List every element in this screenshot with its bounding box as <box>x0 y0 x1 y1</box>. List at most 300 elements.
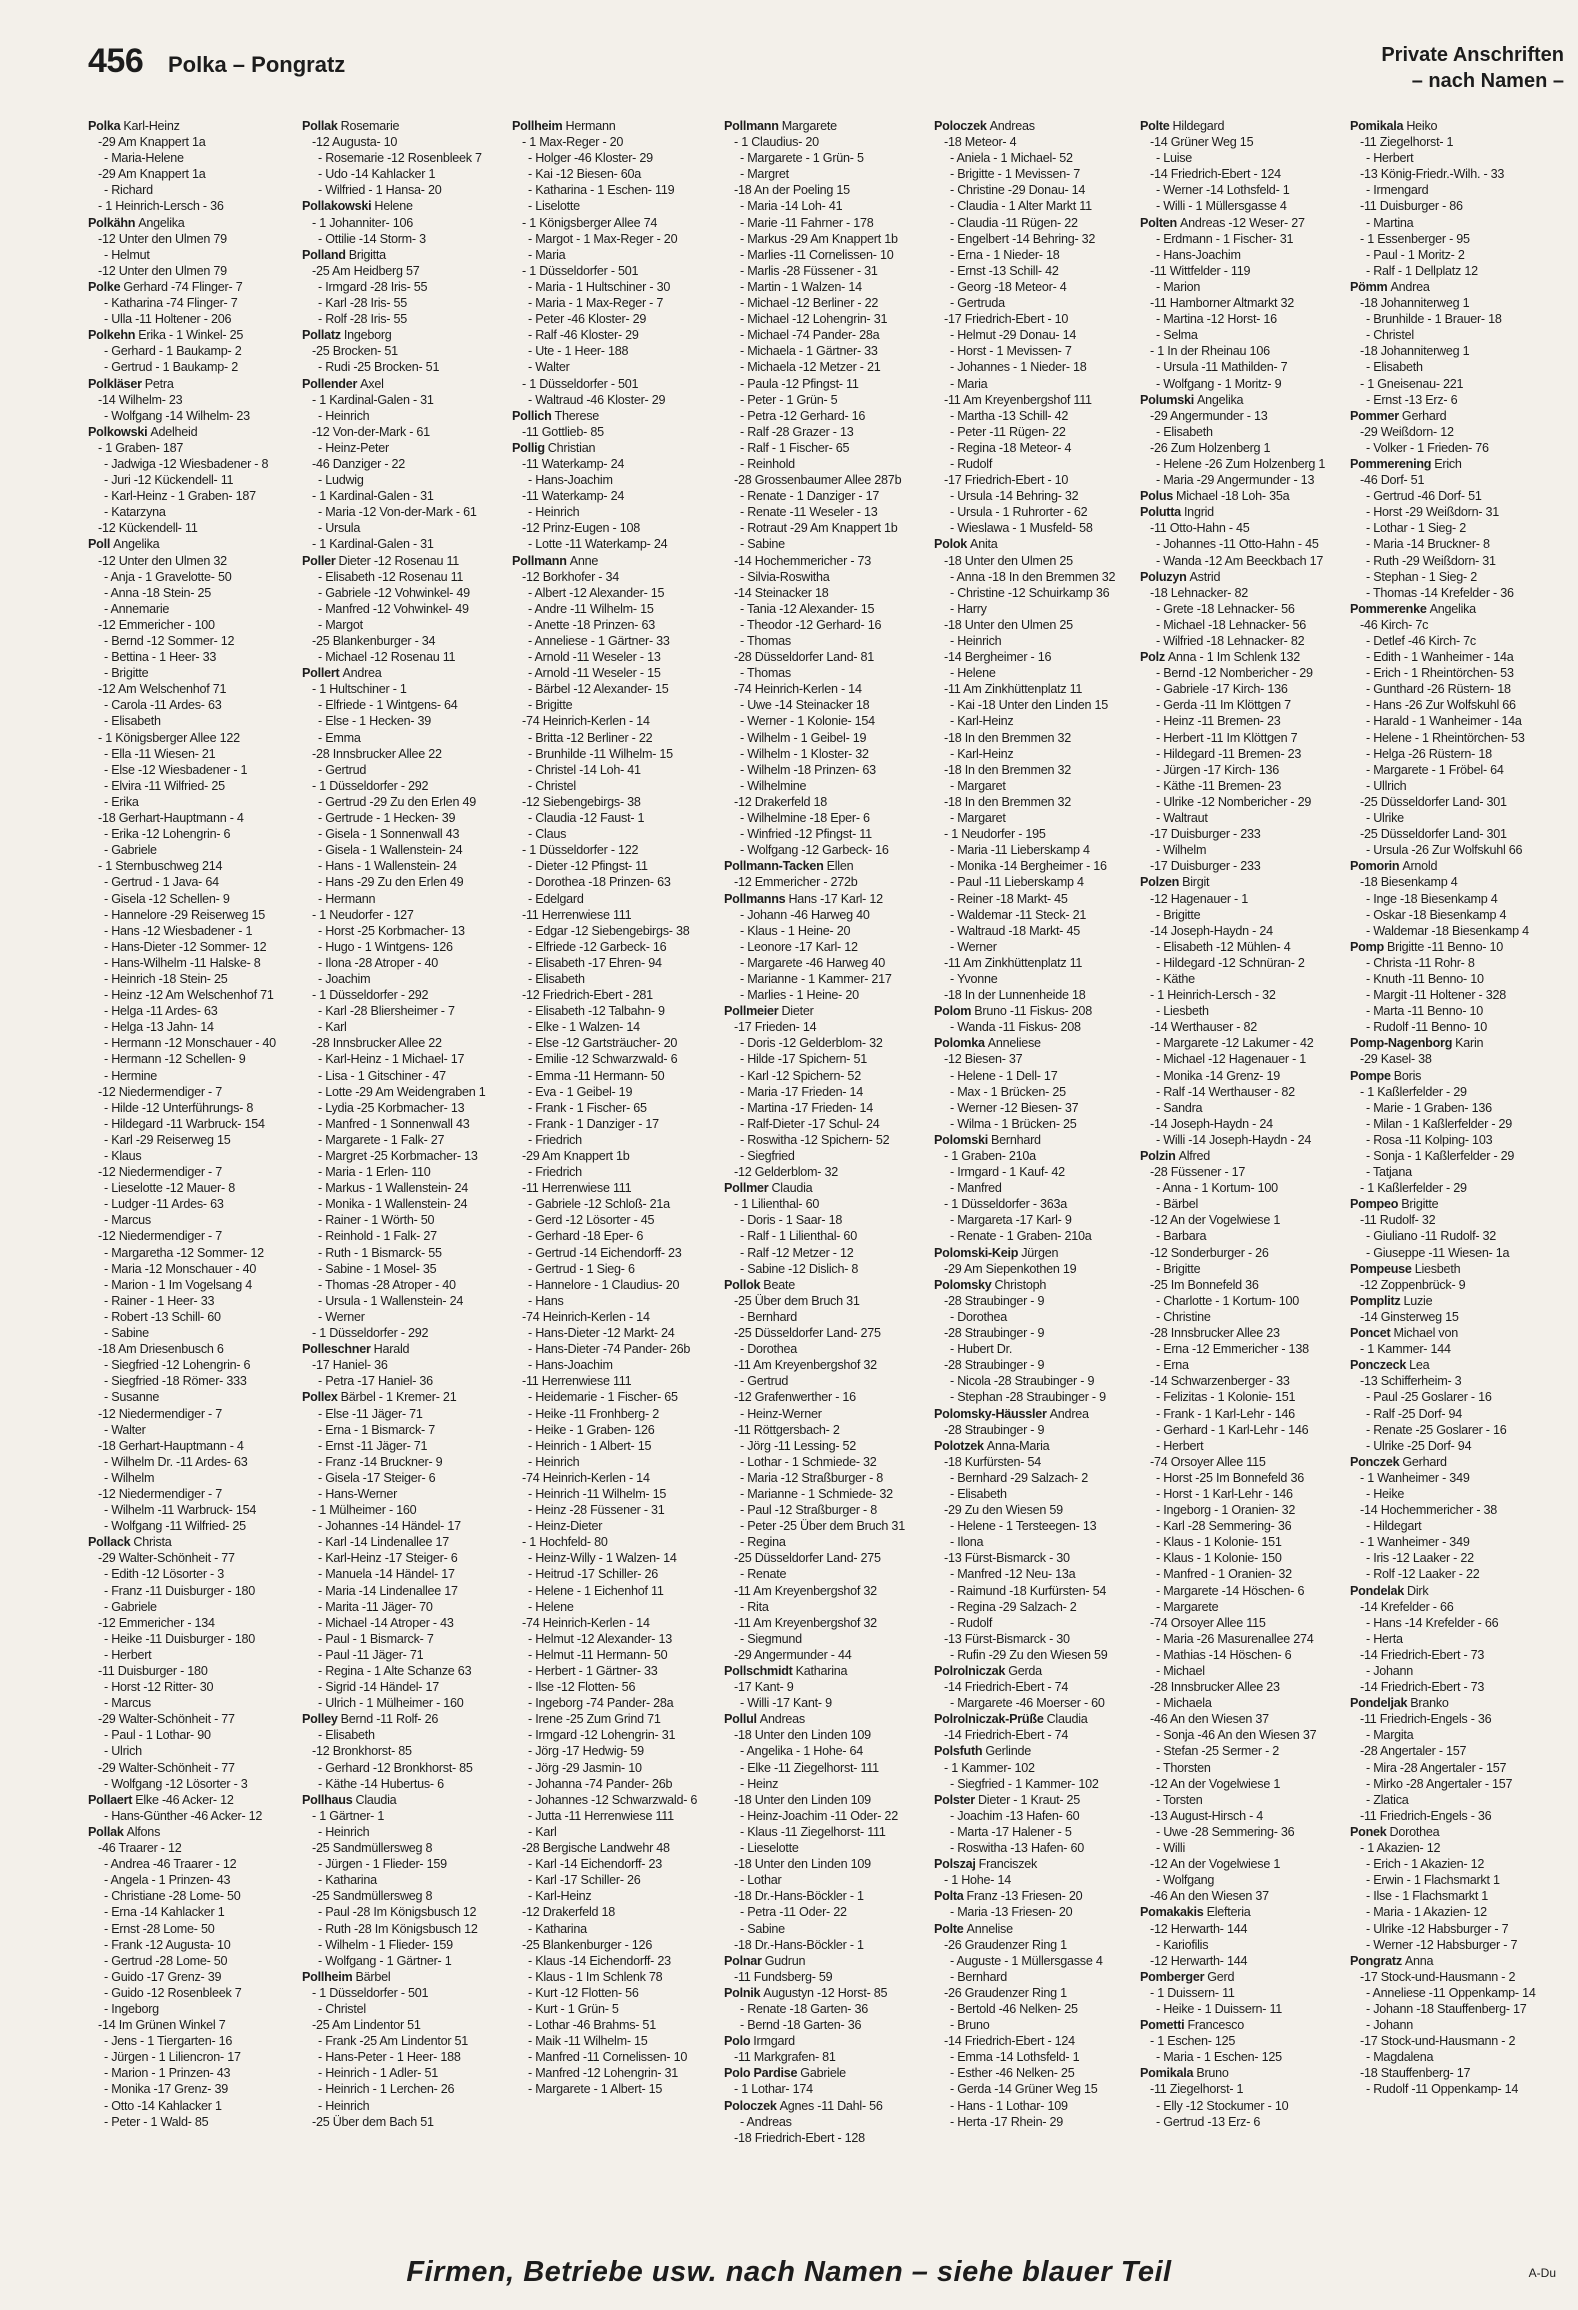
entry-text: - Lotte -29 Am Weidengraben 1 <box>318 1084 486 1099</box>
surname: Polsfuth <box>934 1744 983 1759</box>
person-entry <box>302 1566 502 1582</box>
entry-text: - Michael -12 Lohengrin- 31 <box>740 312 888 327</box>
person-entry <box>302 311 502 327</box>
person-entry <box>88 1454 288 1470</box>
entry-text: - Udo -14 Kahlacker 1 <box>318 167 436 182</box>
entry-text: - Hugo - 1 Wintgens- 126 <box>318 939 453 954</box>
address-line <box>302 392 502 408</box>
entry-text: - Reiner -18 Markt- 45 <box>950 891 1068 906</box>
person-entry <box>934 1470 1134 1486</box>
person-entry <box>512 1808 712 1824</box>
surname-entry <box>724 1277 924 1293</box>
entry-text: -29 Am Knappert 1a <box>98 135 206 150</box>
person-entry <box>934 1100 1134 1116</box>
person-entry <box>302 231 502 247</box>
person-entry <box>88 649 288 665</box>
entry-text: - Thomas <box>740 666 791 681</box>
person-entry <box>1350 1985 1550 2001</box>
entry-text: - Giuliano -11 Rudolf- 32 <box>1366 1229 1497 1244</box>
entry-text: - Joachim <box>318 971 371 986</box>
entry-text: - Klaus <box>104 1149 142 1163</box>
entry-text: -12 Niedermendiger - 7 <box>98 1229 222 1244</box>
address-line <box>1140 987 1340 1003</box>
surname: Pompe <box>1350 1068 1391 1083</box>
entry-text: - Joachim -13 Hafen- 60 <box>950 1808 1080 1823</box>
address-line <box>512 1840 712 1856</box>
entry-text: - Irene -25 Zum Grind 71 <box>528 1712 661 1727</box>
entry-text: -25 Düsseldorfer Land- 301 <box>1360 794 1507 809</box>
entry-text: - 1 Claudius- 20 <box>734 135 819 150</box>
entry-text: - Martina <box>1366 215 1414 230</box>
surname: Polomski <box>934 1132 988 1147</box>
person-entry <box>1140 2049 1340 2065</box>
entry-text: - Marianne - 1 Kammer- 217 <box>740 971 892 986</box>
person-entry <box>88 1132 288 1148</box>
surname: Polnar <box>724 1953 762 1968</box>
entry-text: - Auguste - 1 Müllersgasse 4 <box>950 1953 1103 1968</box>
address-line <box>724 1164 924 1180</box>
entry-text: - Roswitha -13 Hafen- 60 <box>950 1841 1084 1856</box>
entry-text: -18 Biesenkamp 4 <box>1360 875 1458 890</box>
person-entry <box>934 424 1134 440</box>
entry-text: - Horst -29 Weißdorn- 31 <box>1366 505 1500 520</box>
entry-text: - 1 Lilienthal- 60 <box>734 1197 820 1212</box>
entry-text: - Claus <box>528 827 567 842</box>
person-entry <box>724 971 924 987</box>
entry-text: -11 Markgrafen- 81 <box>734 2050 836 2065</box>
address-line <box>934 1357 1134 1373</box>
address-line <box>512 1615 712 1631</box>
entry-text: - Käthe <box>1156 971 1195 986</box>
entry-text: - Hans -26 Zur Wolfskuhl 66 <box>1366 698 1516 713</box>
surname: Polzin <box>1140 1149 1176 1163</box>
entry-text: - Inge -18 Biesenkamp 4 <box>1366 891 1498 906</box>
person-entry <box>302 955 502 971</box>
entry-text: Dorothea <box>1389 1824 1440 1839</box>
address-line <box>512 1309 712 1325</box>
entry-text: -13 Fürst-Bismarck - 30 <box>944 1631 1070 1646</box>
entry-text: - Werner -12 Biesen- 37 <box>950 1100 1079 1115</box>
address-line <box>88 858 288 874</box>
entry-text: -25 Blankenburger - 34 <box>312 634 436 648</box>
person-entry <box>88 713 288 729</box>
person-entry <box>1350 633 1550 649</box>
entry-text: - Frank - 1 Karl-Lehr - 146 <box>1156 1406 1295 1421</box>
entry-text: -14 Steinacker 18 <box>734 585 829 600</box>
person-entry <box>302 1583 502 1599</box>
entry-text: - Siegfried -18 Römer- 333 <box>104 1374 247 1389</box>
entry-text: -17 Stock-und-Hausmann - 2 <box>1360 2034 1516 2049</box>
entry-text: - Milan - 1 Kaßlerfelder - 29 <box>1366 1116 1513 1131</box>
entry-text: - Brunhilde -11 Wilhelm- 15 <box>528 746 673 761</box>
surname-entry <box>934 1743 1134 1759</box>
address-line <box>1140 408 1340 424</box>
address-line <box>88 1760 288 1776</box>
address-line <box>724 1615 924 1631</box>
address-line <box>724 472 924 488</box>
surname-entry <box>1140 392 1340 408</box>
address-line <box>934 1760 1134 1776</box>
entry-text: -14 Grüner Weg 15 <box>1150 135 1254 150</box>
entry-text: -74 Heinrich-Kerlen - 14 <box>522 1615 650 1630</box>
entry-text: - Erich - 1 Akazien- 12 <box>1366 1857 1485 1872</box>
address-line <box>88 730 288 746</box>
entry-text: -17 Haniel- 36 <box>312 1358 388 1373</box>
person-entry <box>724 617 924 633</box>
person-entry <box>1350 713 1550 729</box>
surname: Polster <box>934 1792 975 1807</box>
entry-text: - Helene - 1 Dell- 17 <box>950 1068 1058 1083</box>
entry-text: - Ullrich <box>1366 778 1407 793</box>
person-entry <box>512 1341 712 1357</box>
person-entry <box>1140 1550 1340 1566</box>
entry-text: - Hermann -12 Schellen- 9 <box>104 1052 246 1067</box>
entry-text: - Paul -11 Jäger- 71 <box>318 1647 424 1662</box>
entry-text: - Karl -28 Semmering- 36 <box>1156 1519 1292 1534</box>
person-entry <box>302 891 502 907</box>
entry-text: - 1 Akazien- 12 <box>1360 1841 1441 1856</box>
surname-entry <box>88 327 288 343</box>
entry-text: - Karl -12 Spichern- 52 <box>740 1068 861 1083</box>
surname-entry <box>1140 118 1340 134</box>
person-entry <box>934 697 1134 713</box>
address-line <box>88 1486 288 1502</box>
entry-text: - Maria -14 Bruckner- 8 <box>1366 537 1490 552</box>
entry-text: -74 Heinrich-Kerlen - 14 <box>522 1309 650 1324</box>
entry-text: - Kariofilis <box>1156 1937 1209 1952</box>
entry-text: - Gisela -17 Steiger- 6 <box>318 1470 436 1485</box>
person-entry <box>88 1389 288 1405</box>
directory-column-2 <box>302 118 502 2208</box>
person-entry <box>934 520 1134 536</box>
entry-text: Agnes -11 Dahl- 56 <box>779 2098 883 2113</box>
person-entry <box>302 1695 502 1711</box>
surname-entry <box>1140 874 1340 890</box>
entry-text: -29 Weißdorn- 12 <box>1360 424 1454 439</box>
surname: Pondeljak <box>1350 1696 1408 1711</box>
person-entry <box>512 617 712 633</box>
person-entry <box>1350 1615 1550 1631</box>
entry-text: - Anna -18 In den Bremmen 32 <box>950 569 1116 584</box>
address-line <box>302 746 502 762</box>
entry-text: - Ursula -14 Behring- 32 <box>950 489 1079 504</box>
entry-text: - Heike -11 Duisburger - 180 <box>104 1631 255 1646</box>
surname-entry <box>934 1921 1134 1937</box>
entry-text: Claudia <box>355 1792 397 1807</box>
surname-entry <box>724 2065 924 2081</box>
entry-text: - Andre -11 Wilhelm- 15 <box>528 601 654 616</box>
entry-text: - Ralf -46 Kloster- 29 <box>528 328 639 343</box>
entry-text: - Marie -11 Fahrner - 178 <box>740 215 874 230</box>
entry-text: -14 Schwarzenberger - 33 <box>1150 1374 1290 1389</box>
person-entry <box>512 1051 712 1067</box>
address-line <box>724 1727 924 1743</box>
entry-text: -46 Kirch- 7c <box>1360 617 1429 632</box>
person-entry <box>302 1679 502 1695</box>
entry-text: - Gertrud -14 Eichendorff- 23 <box>528 1245 682 1260</box>
entry-text: -18 Gerhart-Hauptmann - 4 <box>98 811 244 826</box>
entry-text: - Rudolf <box>950 456 993 471</box>
person-entry <box>302 1953 502 1969</box>
person-entry <box>1140 1518 1340 1534</box>
entry-text: - Hans-Joachim <box>528 1358 613 1373</box>
entry-text: - Heinz -28 Füssener - 31 <box>528 1503 665 1518</box>
entry-text: -29 Am Siepenkothen 19 <box>944 1261 1077 1276</box>
person-entry <box>88 359 288 375</box>
entry-text: - Heinrich <box>318 408 370 423</box>
address-line <box>934 681 1134 697</box>
entry-text: - Irmengard <box>1366 183 1429 198</box>
surname-entry <box>1350 1953 1550 1969</box>
entry-text: - Johanna -74 Pander- 26b <box>528 1776 673 1791</box>
entry-text: - Manfred - 1 Sonnenwall 43 <box>318 1116 470 1131</box>
surname-entry <box>88 424 288 440</box>
person-entry <box>724 1840 924 1856</box>
entry-text: Arnold <box>1402 859 1438 874</box>
entry-text: - Margit -11 Holtener - 328 <box>1366 988 1507 1003</box>
person-entry <box>1140 762 1340 778</box>
entry-text: - Erna - 1 Bismarck- 7 <box>318 1422 435 1437</box>
entry-text: - Otto -14 Kahlacker 1 <box>104 2098 222 2113</box>
person-entry <box>724 939 924 955</box>
person-entry <box>724 1035 924 1051</box>
surname-entry <box>88 1792 288 1808</box>
entry-text: - Helga -11 Ardes- 63 <box>104 1004 218 1019</box>
entry-text: - Margaret <box>950 778 1006 793</box>
entry-text: - Uwe -14 Steinacker 18 <box>740 698 870 713</box>
entry-text: - Wolfgang -11 Wilfried- 25 <box>104 1519 246 1534</box>
person-entry <box>934 1534 1134 1550</box>
entry-text: -18 Unter den Linden 109 <box>734 1857 871 1872</box>
person-entry <box>934 1776 1134 1792</box>
entry-text: -14 Joseph-Haydn - 24 <box>1150 923 1273 938</box>
person-entry <box>512 1454 712 1470</box>
entry-text: -12 Von-der-Mark - 61 <box>312 424 430 439</box>
entry-text: - Ilona -28 Atroper - 40 <box>318 955 439 970</box>
entry-text: - Gisela - 1 Sonnenwall 43 <box>318 827 460 842</box>
surname-entry <box>1140 215 1340 231</box>
surname: Polumski <box>1140 392 1194 407</box>
entry-text: -29 Angermunder - 13 <box>1150 408 1268 423</box>
entry-text: - 1 Heinrich-Lersch - 36 <box>98 199 224 214</box>
address-line <box>302 1985 502 2001</box>
entry-text: - Bertold -46 Nelken- 25 <box>950 2001 1078 2016</box>
person-entry <box>934 585 1134 601</box>
person-entry <box>1140 601 1340 617</box>
address-line <box>724 585 924 601</box>
person-entry <box>88 1148 288 1164</box>
entry-text: - Helmut -11 Hermann- 50 <box>528 1647 668 1662</box>
entry-text: - Heike <box>1366 1486 1405 1501</box>
entry-text: - Herbert <box>104 1647 152 1662</box>
surname: Polte <box>934 1921 964 1936</box>
entry-text: - Johannes -12 Schwarzwald- 6 <box>528 1792 698 1807</box>
surname-entry <box>1350 1068 1550 1084</box>
entry-text: - Karl-Heinz <box>528 1889 592 1904</box>
person-entry <box>1140 713 1340 729</box>
person-entry <box>934 2114 1134 2130</box>
person-entry <box>724 746 924 762</box>
entry-text: -17 Friedrich-Ebert - 10 <box>944 312 1069 327</box>
person-entry <box>724 1373 924 1389</box>
address-line <box>934 472 1134 488</box>
surname: Polkehn <box>88 328 136 343</box>
person-entry <box>512 1679 712 1695</box>
entry-text: - Heinrich -11 Wilhelm- 15 <box>528 1486 667 1501</box>
entry-text: - Martin - 1 Walzen- 14 <box>740 279 862 294</box>
entry-text: - Michaela -12 Metzer - 21 <box>740 360 881 375</box>
entry-text: -25 Blankenburger - 126 <box>522 1937 653 1952</box>
person-entry <box>1350 923 1550 939</box>
entry-text: - Margita <box>1366 1728 1414 1743</box>
surname-entry <box>88 215 288 231</box>
entry-text: - 1 Neudorfer - 127 <box>312 907 414 922</box>
entry-text: - Jörg -17 Hedwig- 59 <box>528 1744 644 1759</box>
entry-text: - Willi <box>1156 1841 1186 1856</box>
person-entry <box>302 1727 502 1743</box>
person-entry <box>724 1534 924 1550</box>
address-line <box>724 1293 924 1309</box>
entry-text: - Ilse - 1 Flachsmarkt 1 <box>1366 1889 1489 1904</box>
entry-text: - 1 Königsberger Allee 74 <box>522 215 658 230</box>
person-entry <box>934 842 1134 858</box>
entry-text: - Marie - 1 Graben- 136 <box>1366 1100 1492 1115</box>
person-entry <box>88 2065 288 2081</box>
person-entry <box>512 601 712 617</box>
entry-text: -12 Drakerfeld 18 <box>734 794 828 809</box>
person-entry <box>724 295 924 311</box>
entry-text: - Irmgard - 1 Kauf- 42 <box>950 1165 1065 1180</box>
entry-text: - Maria <box>950 376 988 391</box>
address-line <box>512 456 712 472</box>
entry-text: - Ralf - 1 Dellplatz 12 <box>1366 263 1478 278</box>
entry-text: - Heinrich - 1 Albert- 15 <box>528 1438 652 1453</box>
address-line <box>934 1148 1134 1164</box>
entry-text: -11 Friedrich-Engels - 36 <box>1360 1712 1492 1727</box>
address-line <box>934 987 1134 1003</box>
entry-text: -18 Unter den Linden 109 <box>734 1728 871 1743</box>
address-line <box>724 1196 924 1212</box>
person-entry <box>724 1454 924 1470</box>
person-entry <box>88 971 288 987</box>
person-entry <box>512 166 712 182</box>
person-entry <box>512 1422 712 1438</box>
entry-text: - Margarete - 1 Fröbel- 64 <box>1366 762 1504 777</box>
surname-entry <box>88 279 288 295</box>
entry-text: -14 Friedrich-Ebert - 74 <box>944 1728 1069 1743</box>
entry-text: -18 In der Lunnenheide 18 <box>944 988 1086 1003</box>
footer-note: Firmen, Betriebe usw. nach Namen – siehe blauer Teil <box>406 2256 1172 2288</box>
page-header <box>88 42 1564 92</box>
entry-text: -18 Unter den Ulmen 25 <box>944 553 1073 568</box>
surname: Pollok <box>724 1277 761 1292</box>
address-line <box>88 810 288 826</box>
entry-text: - Karl -28 Bliersheimer - 7 <box>318 1004 455 1019</box>
entry-text: - 1 Mülheimer - 160 <box>312 1503 417 1518</box>
address-line <box>512 713 712 729</box>
person-entry <box>1140 1760 1340 1776</box>
entry-text: - 1 Kaßlerfelder - 29 <box>1360 1181 1467 1196</box>
person-entry <box>512 858 712 874</box>
person-entry <box>724 1904 924 1920</box>
person-entry <box>1140 279 1340 295</box>
entry-text: - Johannes -14 Händel- 17 <box>318 1519 461 1534</box>
person-entry <box>512 2081 712 2097</box>
entry-text: - 1 Sternbuschweg 214 <box>98 859 223 874</box>
surname: Polte <box>1140 119 1170 133</box>
entry-text: - Bärbel -12 Alexander- 15 <box>528 682 669 697</box>
address-line <box>1140 1776 1340 1792</box>
person-entry <box>88 2081 288 2097</box>
surname: Pomplitz <box>1350 1293 1401 1308</box>
person-entry <box>512 826 712 842</box>
entry-text: - Ralf - 1 Lilienthal- 60 <box>740 1229 857 1244</box>
person-entry <box>1350 1904 1550 1920</box>
entry-text: Gerhard <box>1401 408 1447 423</box>
address-line <box>88 1615 288 1631</box>
entry-text: - Luise <box>1156 151 1193 166</box>
address-line <box>302 987 502 1003</box>
entry-text: - Brigitte <box>1156 1261 1201 1276</box>
entry-text: - Uwe -28 Semmering- 36 <box>1156 1824 1295 1839</box>
surname: Poloczek <box>724 2098 777 2113</box>
entry-text: - Markus - 1 Wallenstein- 24 <box>318 1181 469 1196</box>
entry-text: - Stephan - 1 Sieg- 2 <box>1366 569 1477 584</box>
surname-entry <box>1140 1148 1340 1164</box>
person-entry <box>1140 971 1340 987</box>
address-line <box>1350 2033 1550 2049</box>
entry-text: Brigitte -11 Benno- 10 <box>1386 939 1504 954</box>
person-entry <box>512 1261 712 1277</box>
entry-text: - Elisabeth <box>950 1486 1007 1501</box>
entry-text: - Erika -12 Lohengrin- 6 <box>104 827 231 842</box>
person-entry <box>512 585 712 601</box>
person-entry <box>512 1325 712 1341</box>
person-entry <box>302 1196 502 1212</box>
person-entry <box>1140 617 1340 633</box>
entry-text: - Heinrich - 1 Lerchen- 26 <box>318 2082 455 2097</box>
person-entry <box>724 1309 924 1325</box>
person-entry <box>88 2001 288 2017</box>
person-entry <box>724 907 924 923</box>
entry-text: - Margot <box>318 617 363 632</box>
person-entry <box>724 1068 924 1084</box>
entry-text: - Ernst -11 Jäger- 71 <box>318 1438 428 1453</box>
person-entry <box>302 1631 502 1647</box>
address-line <box>724 874 924 890</box>
entry-text: -11 Herrenwiese 111 <box>522 1181 632 1196</box>
person-entry <box>1140 247 1340 263</box>
person-entry <box>1350 1937 1550 1953</box>
entry-text: Luzie <box>1403 1293 1433 1308</box>
person-entry <box>88 633 288 649</box>
person-entry <box>1350 488 1550 504</box>
person-entry <box>512 2065 712 2081</box>
entry-text: - Renate - 1 Danziger - 17 <box>740 489 880 504</box>
entry-text: - Elfriede - 1 Wintgens- 64 <box>318 698 458 713</box>
surname: Pollatz <box>302 328 341 343</box>
entry-text: - Anja - 1 Gravelotte- 50 <box>104 569 232 584</box>
entry-text: -25 Über dem Bach 51 <box>312 2114 434 2129</box>
entry-text: - Ursula - 1 Wallenstein- 24 <box>318 1293 464 1308</box>
entry-text: - Manuela -14 Händel- 17 <box>318 1567 455 1582</box>
entry-text: -74 Heinrich-Kerlen - 14 <box>734 682 862 697</box>
surname-entry <box>1350 1196 1550 1212</box>
entry-text: - Elisabeth <box>104 714 161 729</box>
person-entry <box>934 874 1134 890</box>
entry-text: - Torsten <box>1156 1792 1203 1807</box>
entry-text: Elke -46 Acker- 12 <box>135 1792 234 1807</box>
